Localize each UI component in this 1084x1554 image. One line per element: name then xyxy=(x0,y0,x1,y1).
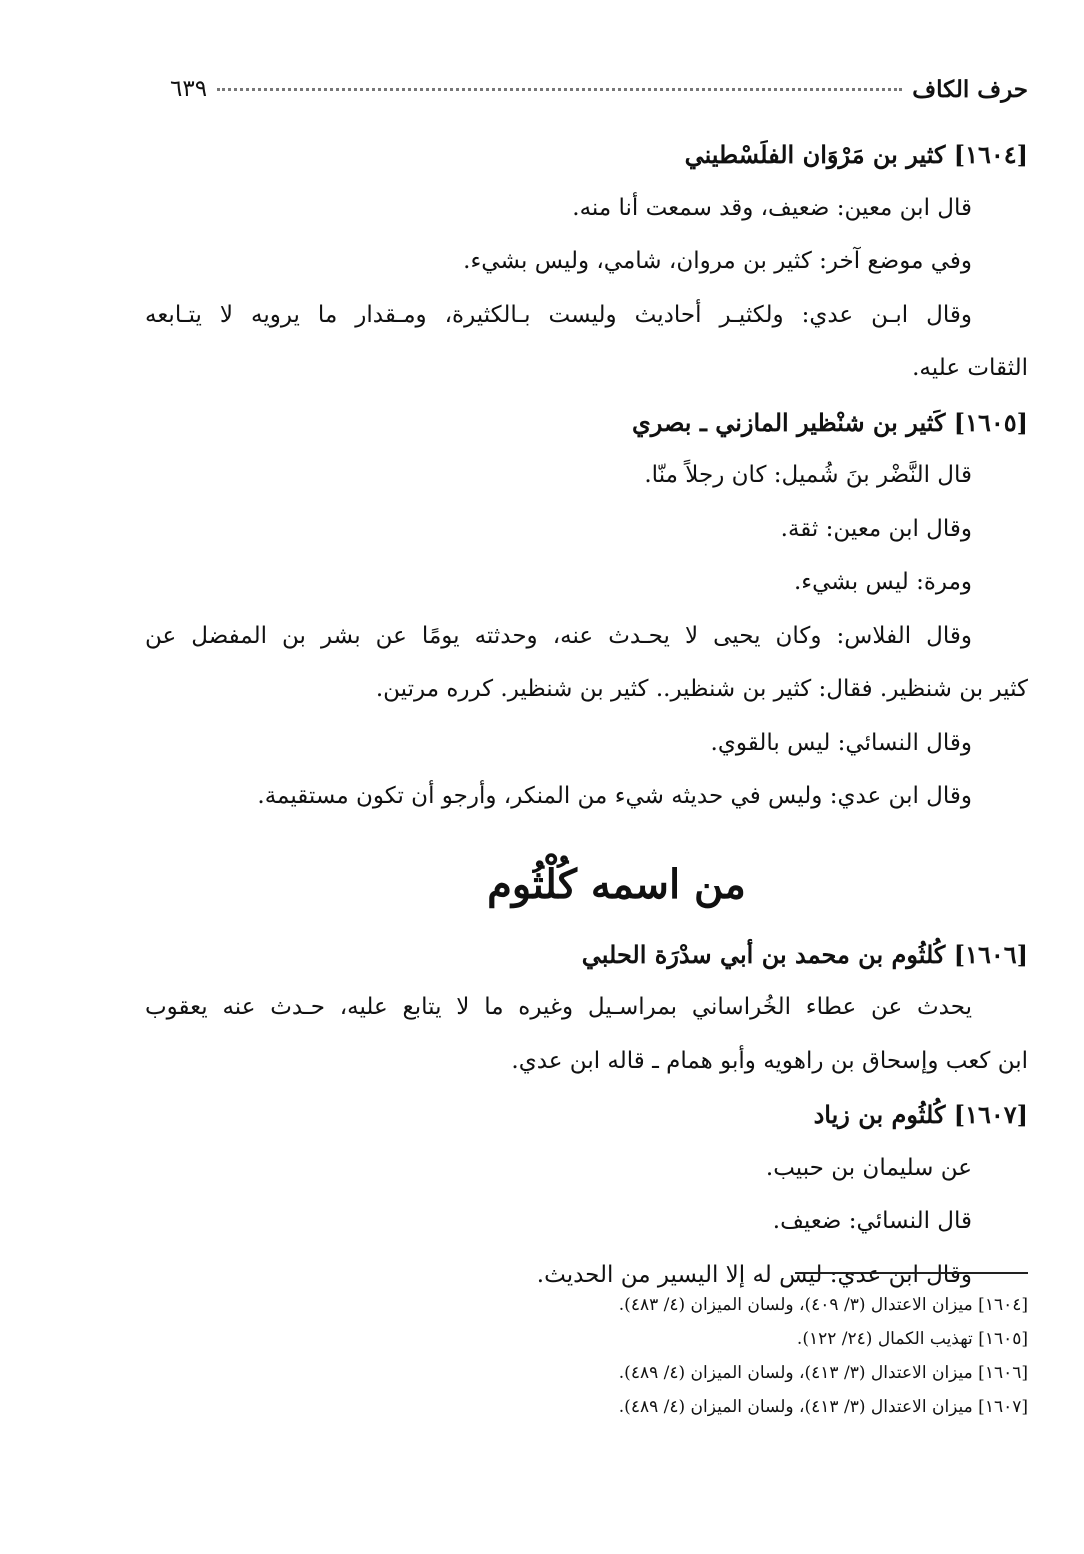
entry-heading: [١٦٠٦] كُلثُوم بن محمد بن أبي سدْرَة الحلبي xyxy=(581,939,1028,969)
text-line: يحدث عن عطاء الخُراساني بمراسـيل وغيره ما لا يتابع عليه، حـدث عنه يعقوب xyxy=(145,994,972,1020)
footnote: [١٦٠٤] ميزان الاعتدال (٣/ ٤٠٩)، ولسان الميزان (٤/ ٤٨٣). xyxy=(618,1295,1028,1315)
text-line: كثير بن شنظير. فقال: كثير بن شنظير.. كثير بن شنظير. كرره مرتين. xyxy=(375,676,1028,702)
chapter-title: حرف الكاف xyxy=(912,75,1028,103)
text-line: قال النسائي: ضعيف. xyxy=(772,1208,972,1234)
text-line: وفي موضع آخر: كثير بن مروان، شامي، وليس بشيء. xyxy=(463,248,972,274)
text-line: قال ابن معين: ضعيف، وقد سمعت أنا منه. xyxy=(572,194,972,221)
text-line: ابن كعب وإسحاق بن راهويه وأبو همام ـ قاله ابن عدي. xyxy=(511,1047,1028,1074)
entry-1604 xyxy=(145,128,1028,396)
entry-heading: [١٦٠٥] كَثير بن شنْظير المازني ـ بصري xyxy=(631,407,1028,437)
footnote: [١٦٠٧] ميزان الاعتدال (٣/ ٤١٣)، ولسان الميزان (٤/ ٤٨٩). xyxy=(618,1397,1028,1417)
entry-heading: [١٦٠٧] كُلثُوم بن زياد xyxy=(813,1100,1028,1129)
text-line: وقال ابن عدي: ليس له إلا اليسير من الحديث. xyxy=(536,1261,972,1288)
text-line: وقال النسائي: ليس بالقوي. xyxy=(710,729,972,756)
entry-heading: [١٦٠٤] كثير بن مَرْوَان الفلَسْطيني xyxy=(684,140,1028,169)
text-line: ومرة: ليس بشيء. xyxy=(793,569,972,595)
text-line: وقال الفلاس: وكان يحيى لا يحـدث عنه، وحدثته يومًا عن بشر بن المفضل عن xyxy=(145,622,972,649)
footnotes xyxy=(145,1288,1028,1424)
text-line: وقال ابن عدي: وليس في حديثه شيء من المنكر، وأرجو أن تكون مستقيمة. xyxy=(257,783,972,809)
text-line: قال النَّضْر بنَ شُميل: كان رجلاً منّا. xyxy=(644,462,972,488)
page-number: ٦٣٩ xyxy=(170,76,208,102)
section-title: من اسمه كُلْثُوم xyxy=(487,860,746,908)
text-line: وقال ابـن عدي: ولكثيـر أحاديث وليست بـالكثيرة، ومـقدار ما يرويه لا يتـابعه xyxy=(145,301,972,328)
main-text xyxy=(145,128,1028,1302)
footnote-divider xyxy=(795,1272,1028,1274)
text-line: الثقات عليه. xyxy=(912,355,1028,381)
entry-1606 xyxy=(145,928,1028,1089)
entry-1607 xyxy=(145,1088,1028,1302)
footnote: [١٦٠٥] تهذيب الكمال (٢٤/ ١٢٢). xyxy=(796,1329,1028,1349)
text-line: عن سليمان بن حبيب. xyxy=(765,1154,972,1181)
text-line: وقال ابن معين: ثقة. xyxy=(780,515,972,542)
footnote: [١٦٠٦] ميزان الاعتدال (٣/ ٤١٣)، ولسان الميزان (٤/ ٤٨٩). xyxy=(618,1363,1028,1383)
entry-1605 xyxy=(145,396,1028,824)
running-header xyxy=(170,72,1028,106)
header-dotted-rule xyxy=(217,88,902,91)
